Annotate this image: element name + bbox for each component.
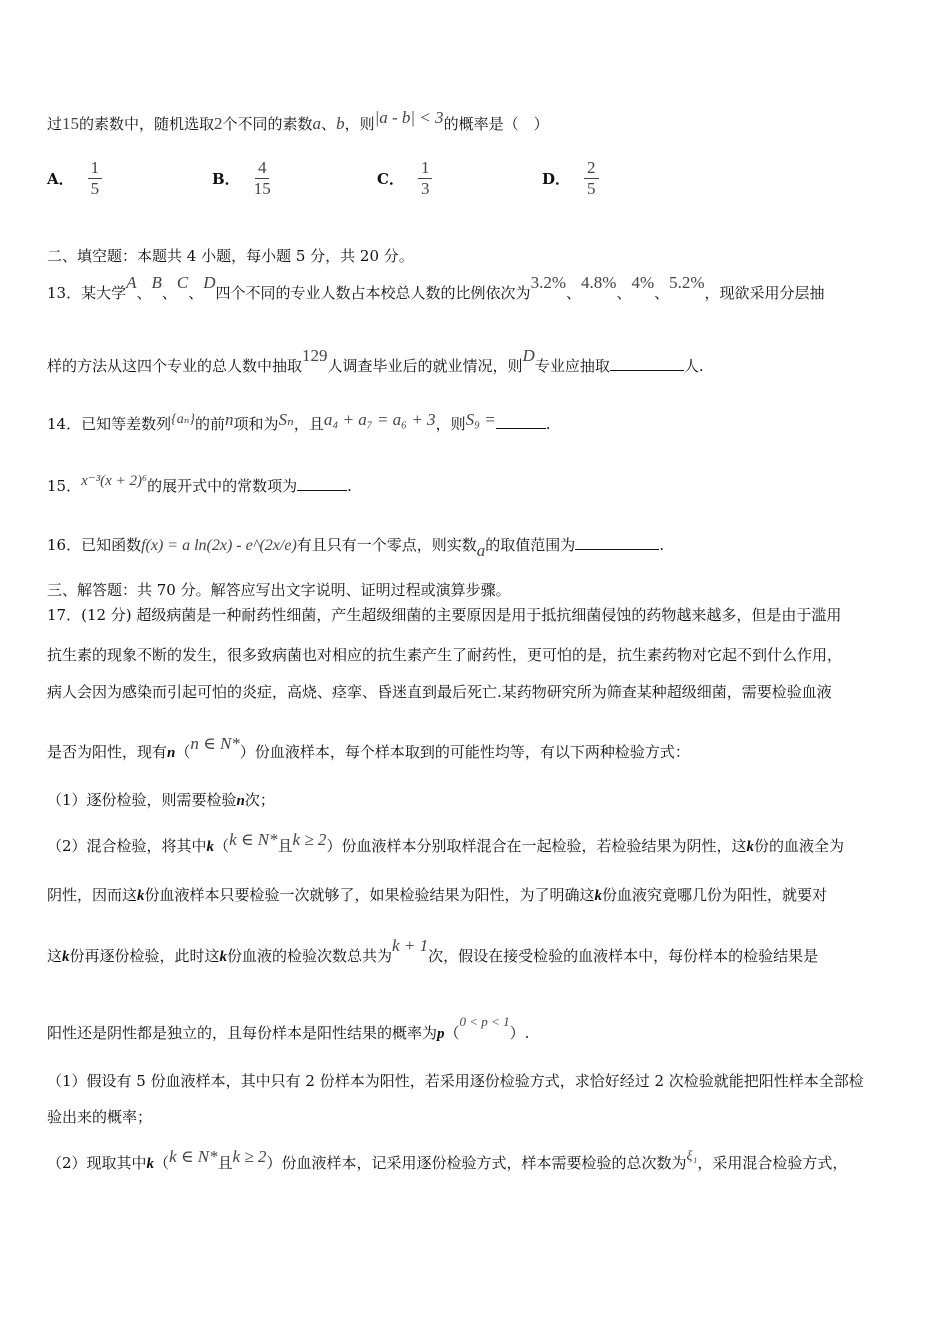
question-17-para-6: （2）混合检验，将其中k（k ∈ N*且k ≥ 2）份血液样本分别取样混合在一起检验，若检验结果为阴性，这k份的血液全为 [47,830,844,855]
option-a-fraction: $\frac{1}{5}$ [88,158,103,199]
answer-blank-13[interactable] [610,356,684,371]
answer-blank-14[interactable] [496,414,546,429]
answer-blank-16[interactable] [575,535,659,550]
question-17-para-5: （1）逐份检验，则需要检验n次； [47,791,275,809]
question-17-para-7: 阴性，因而这k份血液样本只要检验一次就够了，如果检验结果为阳性，为了明确这k份血液究竟哪几份为阳性，就要对 [47,886,828,904]
question-17-part-2: （2）现取其中k（k ∈ N*且k ≥ 2）份血液样本，记采用逐份检验方式，样本需要检验的总次数为ξ₁，采用混合检验方式， [47,1147,848,1172]
option-b-fraction: $\frac{4}{15}$ [253,158,271,198]
question-13-line-1: 13．某大学A、B、C、D四个不同的专业人数占本校总人数的比例依次为3.2%、4.8%、4%、5.2%，现欲采用分层抽 [47,273,825,302]
option-d[interactable]: D． $\frac{2}{5}$ [542,158,599,199]
section-2-heading: 二、填空题：本题共 4 小题，每小题 5 分，共 20 分。 [47,247,414,265]
answer-blank-15[interactable] [297,476,347,491]
question-17-part-1-line-1: （1）假设有 5 份血液样本，其中只有 2 份样本为阳性，若采用逐份检验方式，求恰好经过 2 次检验就能把阳性样本全部检 [47,1072,864,1090]
question-12-stem: 过15的素数中，随机选取2个不同的素数a、b，则|a - b| < 3的概率是（ ） [47,108,549,133]
option-a[interactable]: A． $\frac{1}{5}$ [47,158,102,199]
question-17-part-1-line-2: 验出来的概率； [47,1108,153,1126]
option-d-fraction: $\frac{2}{5}$ [584,158,599,199]
question-14: 14．已知等差数列{aₙ}的前n项和为Sₙ，且a₄ + a₇ = a₆ + 3，则S₉ = . [47,410,551,433]
question-16: 16．已知函数f(x) = a ln(2x) - e^(2x/e)有且只有一个零点，则实数a的取值范围为 . [47,536,665,560]
question-17-para-4: 是否为阳性，现有n（n ∈ N*）份血液样本，每个样本取到的可能性均等，有以下两种检验方式： [47,734,690,761]
question-15: 15．x⁻³(x + 2)⁶的展开式中的常数项为 . [47,473,352,495]
option-c[interactable]: C． $\frac{1}{3}$ [377,158,432,199]
question-13-line-2: 样的方法从这四个专业的总人数中抽取129人调查毕业后的就业情况，则D专业应抽取 人. [47,346,704,375]
question-17-para-8: 这k份再逐份检验，此时这k份血液的检验次数总共为k + 1次，假设在接受检验的血液样本中，每份样本的检验结果是 [47,936,819,965]
option-c-fraction: $\frac{1}{3}$ [418,158,433,199]
question-17-para-2: 抗生素的现象不断的发生，很多致病菌也对相应的抗生素产生了耐药性，更可怕的是，抗生素药物对它起不到什么作用， [47,646,843,664]
option-b[interactable]: B． $\frac{4}{15}$ [212,158,271,198]
section-3-heading: 三、解答题：共 70 分。解答应写出文字说明、证明过程或演算步骤。 [47,581,511,599]
question-17-para-1: 17．(12 分) 超级病菌是一种耐药性细菌，产生超级细菌的主要原因是用于抵抗细菌侵蚀的药物越来越多，但是由于滥用 [47,606,842,624]
question-17-para-3: 病人会因为感染而引起可怕的炎症，高烧、痉挛、昏迷直到最后死亡.某药物研究所为筛查某种超级细菌，需要检验血液 [47,683,832,701]
question-17-para-9: 阳性还是阴性都是独立的，且每份样本是阳性结果的概率为p（0 < p < 1）. [47,1014,530,1042]
